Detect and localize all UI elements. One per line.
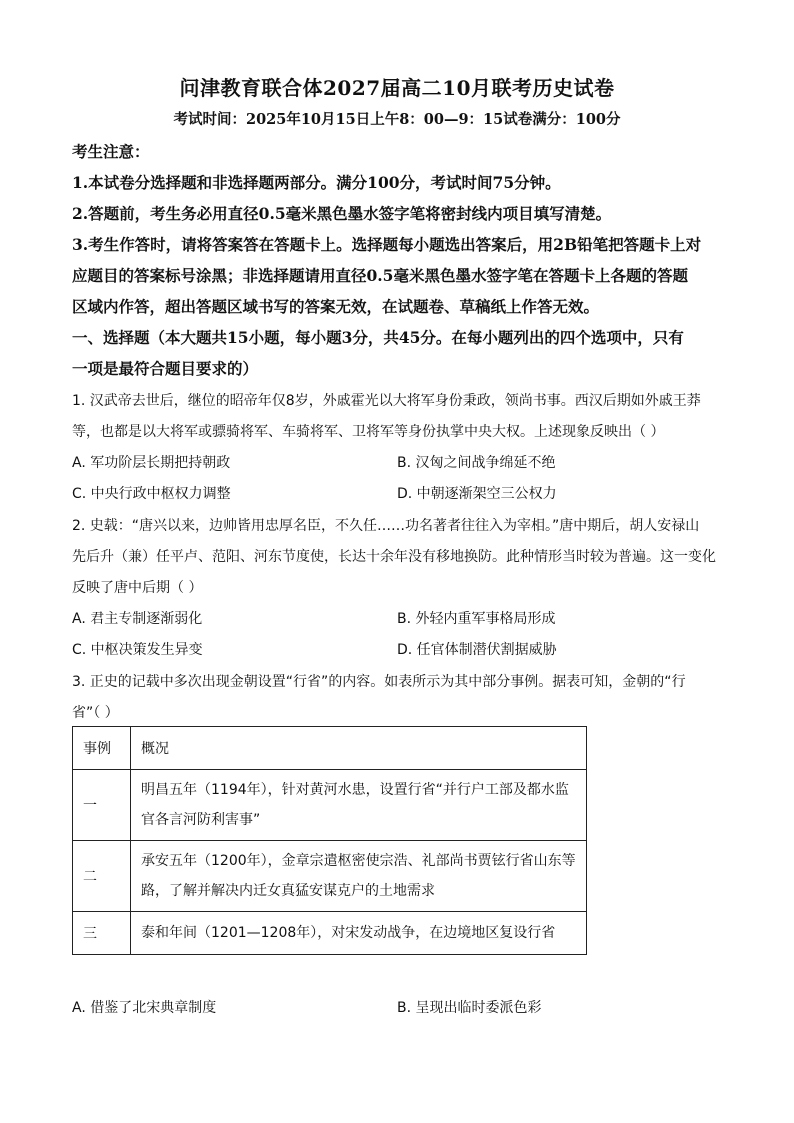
question-2-stem: 先后升（兼）任平卢、范阳、河东节度使，长达十余年没有移地换防。此种情形当时较为普遍。这一变化: [72, 549, 716, 565]
notice-line: 2.答题前，考生务必用直径0.5毫米黑色墨水签字笔将密封线内项目填写清楚。: [72, 204, 612, 223]
section-heading: 一、选择题（本大题共15小题，每小题3分，共45分。在每小题列出的四个选项中，只有: [72, 328, 684, 347]
cell-text-line: 官各言河防利害事”: [141, 812, 261, 828]
section-heading: 一项是最符合题目要求的）: [72, 359, 259, 378]
q2-option-a: A. 君主专制逐渐弱化: [72, 611, 203, 627]
cell-text-line: 承安五年（1200年），金章宗遣枢密使宗浩、礼部尚书贾铉行省山东等: [141, 853, 576, 869]
notice-line: 3.考生作答时，请将答案答在答题卡上。选择题每小题选出答案后，用2B铅笔把答题卡上对: [72, 235, 702, 254]
cell-text-line: 路，了解并解决内迁女真猛安谋克户的土地需求: [141, 883, 435, 899]
page-title: 问津教育联合体2027届高二10月联考历史试卷: [179, 76, 615, 100]
q2-option-c: C. 中枢决策发生异变: [72, 642, 203, 658]
notice-line: 1.本试卷分选择题和非选择题两部分。满分100分，考试时间75分钟。: [72, 173, 561, 192]
exam-time-info: 考试时间：2025年10月15日上午8：00—9：15试卷满分：100分: [173, 111, 621, 128]
table-header-row: [73, 727, 587, 770]
table-row: [73, 770, 587, 841]
q1-option-b: B. 汉匈之间战争绵延不绝: [397, 455, 556, 471]
q1-option-c: C. 中央行政中枢权力调整: [72, 486, 231, 502]
table-row: [73, 841, 587, 912]
q3-option-b: B. 呈现出临时委派色彩: [397, 1000, 542, 1016]
question-1-stem: 1. 汉武帝去世后，继位的昭帝年仅8岁，外戚霍光以大将军身份秉政，领尚书事。西汉后期如外戚王莽: [72, 393, 701, 409]
notice-heading: 考生注意：: [72, 142, 150, 161]
question-3-stem: 省”（ ）: [72, 705, 119, 721]
q1-option-a: A. 军功阶层长期把持朝政: [72, 455, 231, 471]
examples-table: [72, 726, 587, 955]
cell-text-line: 明昌五年（1194年），针对黄河水患，设置行省“并行户工部及都水监: [141, 782, 569, 798]
notice-line: 应题目的答案标号涂黑；非选择题请用直径0.5毫米黑色墨水签字笔在答题卡上各题的答题: [72, 266, 688, 285]
question-2-stem: 反映了唐中后期（ ）: [72, 580, 203, 596]
question-1-stem: 等，也都是以大将军或骠骑将军、车骑将军、卫将军等身份执掌中央大权。上述现象反映出（ ）: [72, 424, 665, 440]
table-cell-id: 一: [73, 770, 131, 841]
notice-line: 区域内作答，超出答题区域书写的答案无效，在试题卷、草稿纸上作答无效。: [72, 297, 600, 316]
q3-option-a: A. 借鉴了北宋典章制度: [72, 1000, 217, 1016]
table-row: [73, 912, 587, 955]
table-cell-desc: [131, 770, 587, 841]
q2-option-d: D. 任官体制潜伏割据威胁: [397, 642, 557, 658]
cell-text-line: 泰和年间（1201—1208年），对宋发动战争，在边境地区复设行省: [141, 925, 556, 941]
table-cell-id: 三: [73, 912, 131, 955]
table-cell-id: 二: [73, 841, 131, 912]
question-3-stem: 3. 正史的记载中多次出现金朝设置“行省”的内容。如表所示为其中部分事例。据表可知，金朝的“行: [72, 674, 686, 690]
question-2-stem: 2. 史载：“唐兴以来，边帅皆用忠厚名臣，不久任……功名著者往往入为宰相。”唐中期后，胡人安禄山: [72, 518, 700, 534]
table-header-cell: 事例: [73, 727, 131, 770]
q2-option-b: B. 外轻内重军事格局形成: [397, 611, 556, 627]
table-header-cell: 概况: [131, 727, 587, 770]
table-cell-desc: [131, 841, 587, 912]
q1-option-d: D. 中朝逐渐架空三公权力: [397, 486, 557, 502]
table-cell-desc: [131, 912, 587, 955]
